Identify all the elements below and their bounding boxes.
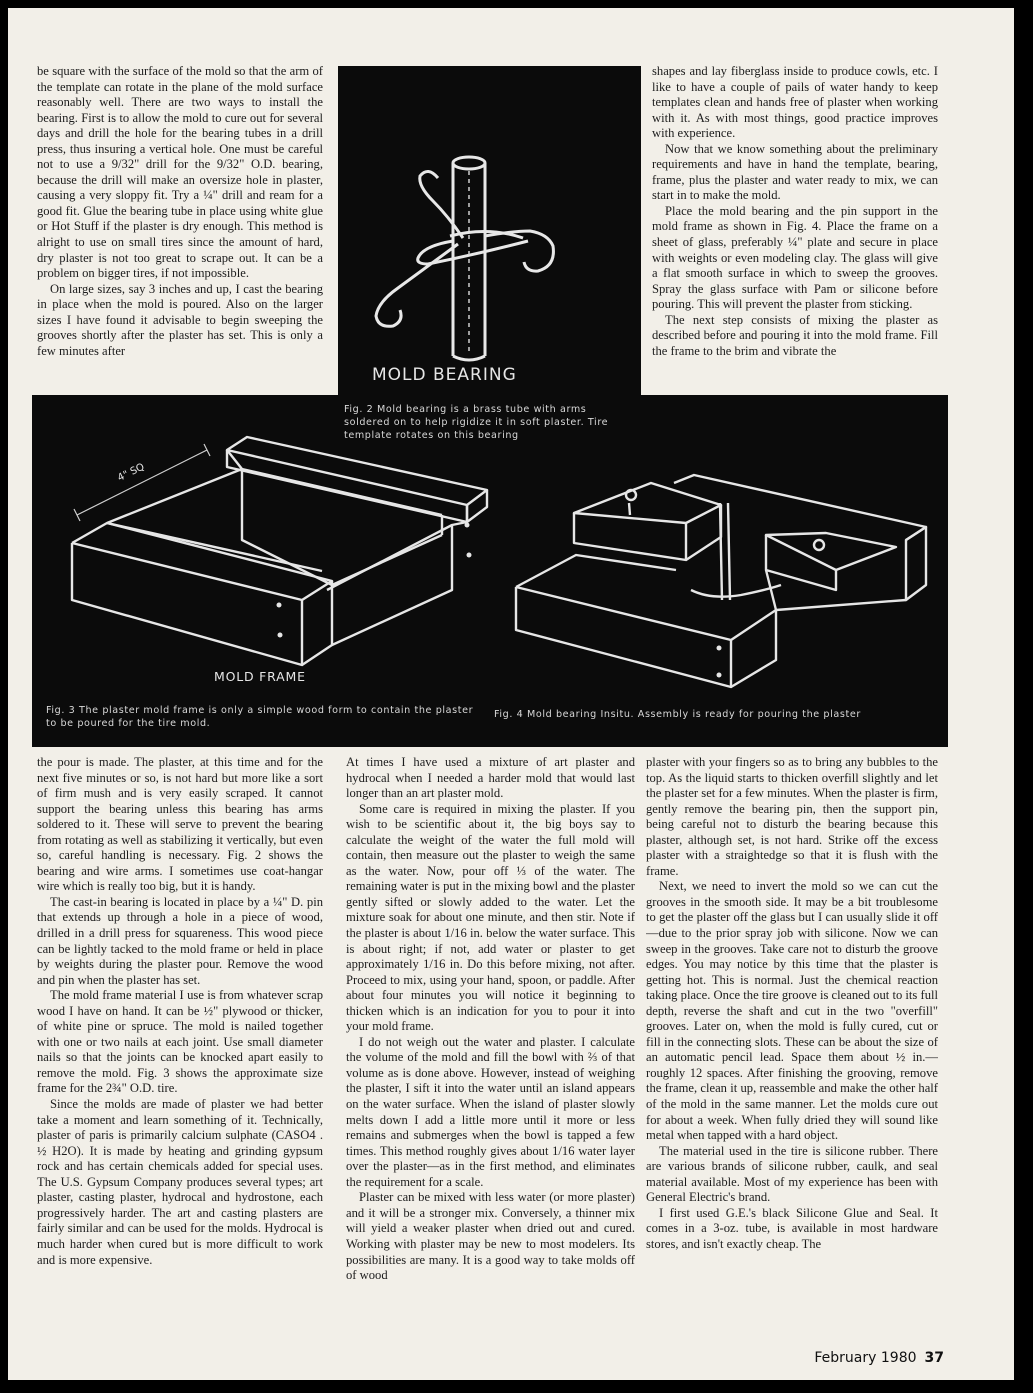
figure-4-caption: Fig. 4 Mold bearing Insitu. Assembly is ready for pouring the plaster xyxy=(494,709,861,720)
paragraph: I do not weigh out the water and plaster. I calculate the volume of the mold and fill the bowl with ⅔ of that volume as is done above. However, instead of weighing the plaster, I sift it into the water until an island appears on the water surface. When the island of plaster slowly melts down I add a little more until it more or less remains and submerges when the bowl is tapped a few times. This method roughly gives about 1/16 water layer over the plaster—as in the first method, and eliminates the requirement for a scale. xyxy=(346,1034,635,1189)
paragraph: The next step consists of mixing the plaster as described before and pouring it into the mold frame. Fill the frame to the brim and vibrate the xyxy=(652,312,938,358)
magazine-page xyxy=(8,8,1014,1380)
figure-3-caption: Fig. 3 The plaster mold frame is only a simple wood form to contain the plaster to be poured for the tire mold. xyxy=(46,705,474,729)
paragraph: The material used in the tire is silicone rubber. There are various brands of silicone rubber, caulk, and seal material available. Most of my experience has been with General Electric's brand. xyxy=(646,1143,938,1205)
column-3-bottom xyxy=(646,755,938,1340)
paragraph: Some care is required in mixing the plaster. If you wish to be scientific about it, the big boys say to calculate the weight of the water the full mold will contain, then measure out the plaster to weigh the same as the water. Now, pour off ⅓ of the water. The remaining water is put in the mixing bowl and the plaster gently sifted or slowly added to the water. Let the mixture soak for about one minute, and then stir. Note if the plaster is about 1/16 in. below the water surface. This is about right; if not, add water or plaster to get approximately 1/16 in. Do this before mixing, not after. Proceed to mix, using your hand, spoon, or paddle. After about four minutes you will notice it beginning to thicken which is an indication for you to pour it into your mold frame. xyxy=(346,801,635,1034)
paragraph: At times I have used a mixture of art plaster and hydrocal when I needed a harder mold that would last longer than an art plaster mold. xyxy=(346,755,635,801)
column-3-top xyxy=(652,64,938,394)
paragraph: shapes and lay fiberglass inside to produce cowls, etc. I like to have a couple of pails of water handy to keep templates clean and hands free of plaster when working with it. As with most things, good practice improves with experience. xyxy=(652,64,938,141)
paragraph: Since the molds are made of plaster we had better take a moment and learn something of it. Technically, plaster of paris is primarily calcium sulphate (CASO4 . ½ H2O). It is made by heating and grinding gypsum rock and has certain chemicals added for special uses. The U.S. Gypsum Company produces several types; art plaster, casting plaster, hydrocal and hydrostone, each progressively harder. The art and casting plasters are fairly similar and can be used for the molds. Hydrocal is much harder when cured but is more difficult to work and is more expensive. xyxy=(37,1097,323,1267)
column-2-bottom xyxy=(346,755,635,1340)
page-number: 37 xyxy=(924,1350,944,1366)
bearing-label: MOLD BEARING xyxy=(372,365,517,385)
paragraph: Next, we need to invert the mold so we can cut the grooves in the smooth side. It may be a bit troublesome to get the plaster off the glass but I can usually slide it off—due to the prior spray job with silicone. Now we can sweep in the grooves. Take care not to disturb the groove edges. You may notice by this time that the plaster is getting hot. This is normal. Just the chemical reaction taking place. Once the tire groove is cleaned out to its full depth, reverse the shaft and cut in the two "overfill" grooves. Later on, when the mold is fully cured, cut or fill in the connecting slots. These can be about the size of an automatic pencil lead. Space them about ½ in.—roughly 12 spaces. After finishing the grooving, remove the frame, clean it up, reassemble and make the other half of the mold in the same manner. Let the molds cure out for about a week. When fully dried they will sound like metal when tapped with a hard object. xyxy=(646,879,938,1143)
paragraph: I first used G.E.'s black Silicone Glue and Seal. It comes in a 3-oz. tube, is available in most hardware stores, and isn't exactly cheap. The xyxy=(646,1205,938,1251)
bearing-insitu-illustration xyxy=(496,395,948,725)
paragraph: plaster with your fingers so as to bring any bubbles to the top. As the liquid starts to thicken overfill slightly and let the plaster set for a few minutes. When the plaster is firm, gently remove the bearing pin, then the support pin, being careful not to disturb the bearing because this plaster, although set, is not hard. Strike off the excess plaster with a straightedge so that it is flush with the frame. xyxy=(646,755,938,878)
dimension-label: 4" SQ xyxy=(116,461,147,484)
mold-bearing-illustration xyxy=(338,66,641,396)
paragraph: The mold frame material I use is from whatever scrap wood I have on hand. It can be ½" plywood or thicker, of white pine or spruce. The mold is nailed together with one or two nails at each joint. Use small diameter nails so that the joints can be knocked apart easily to remove the mold. Fig. 3 shows the approximate size frame for the 2¾" O.D. tire. xyxy=(37,988,323,1096)
frame-label: MOLD FRAME xyxy=(214,669,306,684)
paragraph: On large sizes, say 3 inches and up, I cast the bearing in place when the mold is poured. Also on the larger sizes I have found it advisable to begin sweeping the grooves shortly after the plaster has set. This is only a few minutes after xyxy=(37,281,323,358)
paragraph: The cast-in bearing is located in place by a ¼" D. pin that extends up through a hole in a piece of wood, drilled in a drill press for squareness. This wood piece can be lightly tacked to the mold frame or held in place by weights during the plaster pour. Remove the wood and pin when the plaster has set. xyxy=(37,894,323,987)
paragraph: Plaster can be mixed with less water (or more plaster) and it will be a stronger mix. Conversely, a thinner mix will yield a weaker plaster when dried out and cured. Working with plaster may be new to most modelers. Its possibilities are many. It is a good way to take molds off of wood xyxy=(346,1190,635,1283)
paragraph: be square with the surface of the mold so that the arm of the template can rotate in the plane of the mold surface reasonably well. There are two ways to install the bearing. First is to allow the mold to cure out for several days and drill the hole for the bearing tubes in a drill press, thus insuring a vertical hole. One must be careful not to use a 9/32" drill for the 9/32" O.D. bearing, because the drill will make an oversize hole in plaster, causing a very sloppy fit. Try a ¼" drill and ream for a good fit. Glue the bearing tube in place using white glue or Hot Stuff if the plaster is dry enough. This method is alright to use on small tires since the amount of hard, dry plaster is not too great to scrape out. It can be a problem on bigger tires, if not impossible. xyxy=(37,64,323,281)
column-1-top xyxy=(37,64,323,394)
paragraph: Now that we know something about the preliminary requirements and have in hand the template, bearing, frame, plus the plaster and water ready to mix, we can start in to make the mold. xyxy=(652,141,938,203)
paragraph: the pour is made. The plaster, at this time and for the next five minutes or so, is not hard but more like a sort of firm mush and is very easily scraped. It cannot support the bearing unless this bearing has arms soldered to it. These will serve to prevent the bearing from rotating as well as stabilizing it vertically, but even so, careful handling is necessary. Fig. 2 shows the bearing and wire arms. I sometimes use coat-hangar wire which is really too big, but it is handy. xyxy=(37,755,323,894)
figure-2-caption: Fig. 2 Mold bearing is a brass tube with arms soldered on to help rigidize it in soft plaster. Tire template rotates on this bearing xyxy=(344,404,609,441)
page-footer xyxy=(814,1350,944,1366)
paragraph: Place the mold bearing and the pin support in the mold frame as shown in Fig. 4. Place the frame on a sheet of glass, preferably ¼" plate and secure in place with weights or even modeling clay. The glass will give a flat smooth surface in which to sweep the grooves. Spray the glass surface with Pam or silicone before pouring. This will prevent the plaster from sticking. xyxy=(652,203,938,312)
issue-date: February 1980 xyxy=(814,1350,917,1366)
column-1-bottom xyxy=(37,755,323,1340)
